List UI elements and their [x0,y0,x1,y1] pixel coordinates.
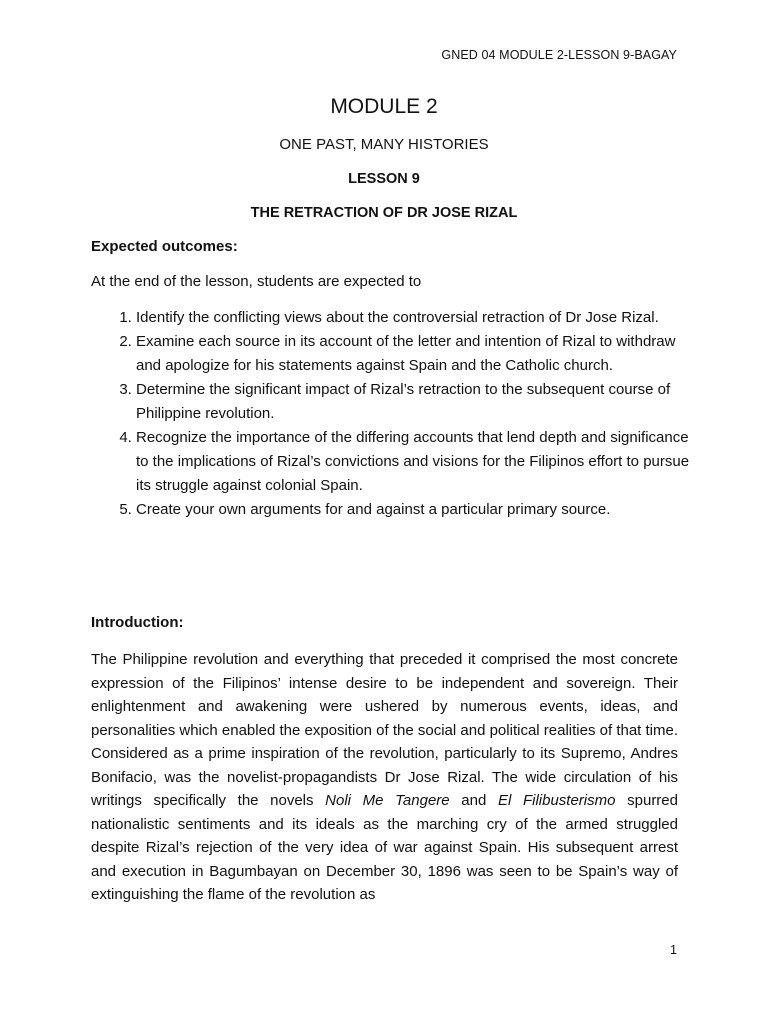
introduction-heading: Introduction: [91,614,184,631]
outcome-item: 5. Create your own arguments for and against a particular primary source. [136,498,696,522]
intro-text-part2: and [449,792,498,809]
intro-text-part1: The Philippine revolution and everything that preceded it comprised the most concrete expression of the Filipinos’ intense desire to be independent and sovereign. Their enlightenment and awakening were ushered by numerous events, ideas, and personalities which enabled the exposition of the social and political realities of that time. Considered as a prime inspiration of the revolution, particularly to its Supremo, Andres Bonifacio, was the novelist-propagandists Dr Jose Rizal. The wide circulation of his writings specifically the novels [91,651,679,809]
outcome-item: 3. Determine the significant impact of Rizal’s retraction to the subsequent course of Philippine revolution. [136,378,696,426]
novel-title-noli: Noli Me Tangere [325,792,450,809]
novel-title-fili: El Filibusterismo [497,792,616,809]
intro-text-part3: spurred nationalistic sentiments and its ideals as the marching cry of the armed struggled despite Rizal’s rejection of the very idea of war against Spain. His subsequent arrest and execution in Bagumbayan on December 30, 1896 was seen to be Spain’s way of extinguishing the flame of the revolution as [91,792,678,903]
outcomes-lead: At the end of the lesson, students are expected to [91,273,422,290]
page-number: 1 [670,943,677,957]
module-subtitle: ONE PAST, MANY HISTORIES [279,136,489,153]
expected-outcomes-heading: Expected outcomes: [91,238,238,255]
module-title: MODULE 2 [330,95,438,118]
outcome-item: 4. Recognize the importance of the differing accounts that lend depth and significance to the implications of Rizal’s convictions and visions for the Filipinos effort to pursue its struggle against colonial Spain. [136,426,696,498]
running-header: GNED 04 MODULE 2-LESSON 9-BAGAY [441,48,677,62]
introduction-paragraph [91,648,678,907]
lesson-number: LESSON 9 [348,171,420,187]
outcome-item: 2. Examine each source in its account of the letter and intention of Rizal to withdraw and apologize for his statements against Spain and the Catholic church. [136,330,696,378]
lesson-title: THE RETRACTION OF DR JOSE RIZAL [250,205,518,221]
outcome-item: 1. Identify the conflicting views about the controversial retraction of Dr Jose Rizal. [136,306,696,330]
outcomes-list [111,306,696,522]
